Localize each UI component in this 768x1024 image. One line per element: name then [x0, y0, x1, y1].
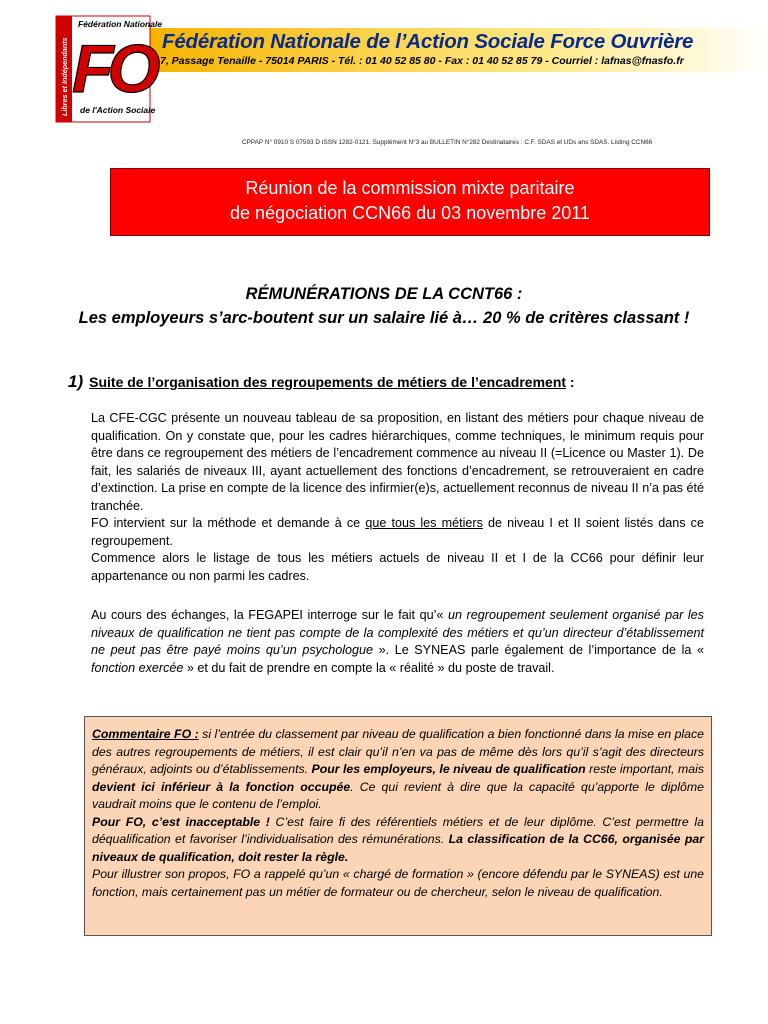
paragraph-1 — [91, 410, 704, 585]
title-box — [110, 168, 710, 236]
comment-s7: C’est faire fi des référentiels métiers et de leur diplôme. C’est permettre la déqualification et favoriser l’individualisation des rémunérations. — [92, 814, 704, 846]
section-colon: : — [566, 374, 575, 390]
logo-letters: FO — [72, 31, 155, 107]
main-heading — [40, 282, 728, 330]
para1-text-b — [91, 515, 704, 550]
comment-s3: reste important, mais — [585, 762, 704, 776]
title-line-1: Réunion de la commission mixte paritaire — [245, 178, 575, 198]
comment-s2: Pour les employeurs, le niveau de qualification — [311, 762, 586, 776]
para2-t1: Au cours des échanges, la FEGAPEI interroge sur le fait qu’« — [91, 608, 448, 622]
para2-t2: ». Le SYNEAS parle également de l’importance de la « — [373, 643, 704, 657]
comment-label: Commentaire FO : — [92, 727, 199, 741]
section-title: Suite de l’organisation des regroupements de métiers de l’encadrement — [89, 374, 567, 390]
comment-para-3: Pour illustrer son propos, FO a rappelé qu’un « chargé de formation » (encore défendu par le SYNEAS) est une fonction, mais certainement pas un métier de formateur ou de chercheur, selon le niveau de qualification. — [92, 867, 704, 899]
logo-top-text: Fédération Nationale — [78, 19, 163, 29]
fo-logo-graphic — [56, 16, 163, 122]
legal-line: CPPAP N° 0910 S 07593 D ISSN 1282-0121. Supplément N°3 au BULLETIN N°282 Destinataires : C.F. SDAS et UDs ans SDAS. Listing CCN66 — [242, 139, 653, 146]
para1-text-c: Commence alors le listage de tous les métiers actuels de niveau II et I de la CC66 pour définir leur appartenance ou non parmi les cadres. — [91, 551, 704, 583]
para2-t3: » et du fait de prendre en compte la « réalité » du poste de travail. — [183, 660, 555, 675]
logo-bottom-text: de l'Action Sociale — [80, 105, 156, 115]
comment-s5: . Ce qui revient à dire que la capacité qu’apporte le diplôme vaudrait moins que le contenu de l’emploi. — [92, 779, 704, 811]
org-address: 7, Passage Tenaille - 75014 PARIS - Tél. : 01 40 52 85 80 - Fax : 01 40 52 85 79 - Courriel : lafnas@fnasfo.fr — [160, 55, 684, 67]
comment-s8: La classification de la CC66, organisée par niveaux de qualification, doit rester la règle. — [92, 832, 705, 864]
title-line-2: de négociation CCN66 du 03 novembre 2011 — [230, 203, 590, 223]
heading-line-1: RÉMUNÉRATIONS DE LA CCNT66 : — [245, 285, 523, 303]
para2-text — [91, 607, 704, 677]
comment-s6: Pour FO, c’est inacceptable ! — [92, 814, 270, 829]
section-heading — [68, 372, 575, 392]
para1-text-a: La CFE-CGC présente un nouveau tableau de sa proposition, en listant des métiers pour chaque niveau de qualification. On y constate que, pour les cadres hiérarchiques, comme techniques, le minimum requis pour être dans ce regroupement des métiers de l’encadrement commence au niveau II (=Licence ou Master 1). De fait, les salariés de niveaux III, ayant actuellement des fonctions d’encadrement, se retrouveraient en cadre d’extinction. La prise en compte de la licence des infirmier(e)s, actuellement reconnus de niveau II n’a pas été tranchée. — [91, 411, 704, 513]
para2-quote2: fonction exercée — [91, 660, 184, 675]
comment-text — [92, 726, 704, 901]
org-title: Fédération Nationale de l’Action Sociale Force Ouvrière — [162, 30, 694, 53]
logo-side-text: Libres et Indépendants — [60, 37, 69, 116]
para1-b2: de niveau I et II soient listés dans ce regroupement. — [91, 516, 704, 548]
heading-line-2: Les employeurs s’arc-boutent sur un salaire lié à… 20 % de critères classant ! — [78, 309, 690, 327]
comment-s4: devient ici inférieur à la fonction occupée — [92, 779, 351, 794]
fo-logo — [56, 16, 163, 122]
comment-para-1 — [92, 726, 704, 814]
para1-b1: FO intervient sur la méthode et demande à ce — [91, 516, 366, 530]
para1-b-underline: que tous les métiers — [365, 516, 483, 530]
para2-quote1: un regroupement seulement organisé par les niveaux de qualification ne tient pas compte de la complexité des métiers et qu’un directeur d’établissement ne peut pas être payé moins qu’un psychologue — [91, 608, 704, 657]
comment-s1: si l’entrée du classement par niveau de qualification a bien fonctionné dans la mise en place des autres regroupements de métiers, il est clair qu’il n’en va pas de même dès lors qu’il s’agit des directeurs généraux, adjoints ou d’établissements. — [92, 727, 704, 776]
paragraph-2 — [91, 607, 704, 677]
section-number: 1) — [68, 372, 84, 391]
comment-para-2 — [92, 814, 704, 867]
